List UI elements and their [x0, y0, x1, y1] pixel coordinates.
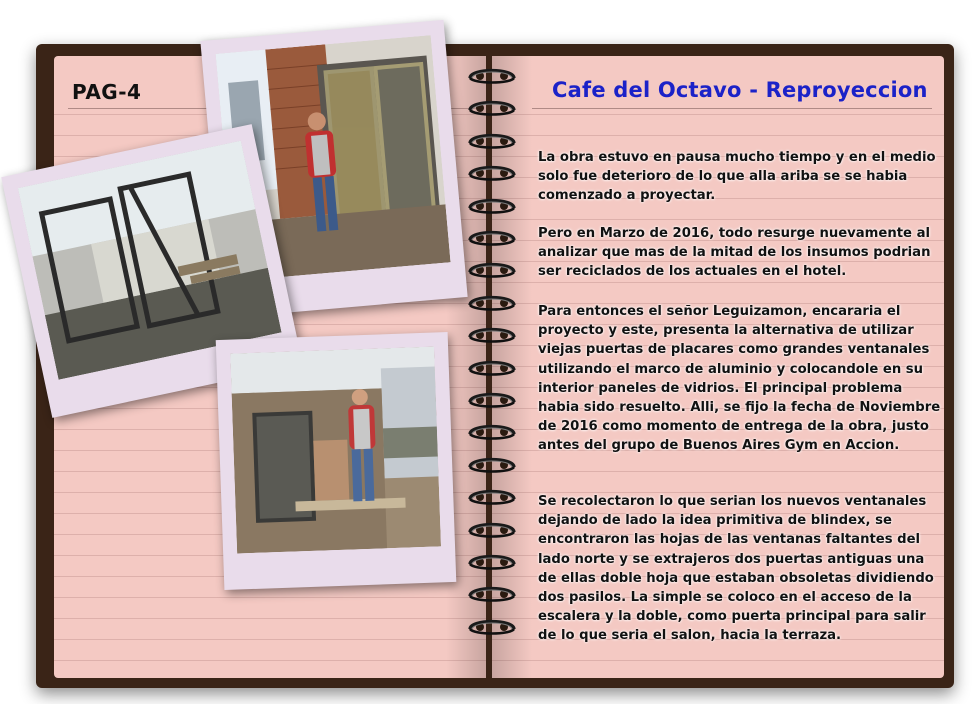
spiral-ring — [466, 422, 518, 442]
spiral-ring — [466, 358, 518, 378]
spiral-ring — [466, 196, 518, 216]
spiral-ring — [466, 617, 518, 637]
spiral-ring — [466, 325, 518, 345]
spiral-ring — [466, 260, 518, 280]
photo-scaffold — [216, 332, 457, 590]
page-number: PAG-4 — [72, 80, 142, 104]
page-title: Cafe del Octavo - Reproyeccion — [552, 78, 928, 102]
spiral-ring — [466, 487, 518, 507]
spiral-binding — [466, 58, 518, 678]
spiral-ring — [466, 228, 518, 248]
spiral-ring — [466, 131, 518, 151]
paragraph-4: Se recolectaron lo que serian los nuevos ventanales dejando de lado la idea primitiva de blindex, se encontraron las hojas de las ventanas faltantes del lado norte y se extrajeros dos puertas antiguas una de ellas doble hoja que estaban obsoletas dividiendo dos pasilos. La simple se coloco en el acceso de la escalera y la doble, como puerta principal para salir de lo que seria el salon, hacia la terraza. — [538, 494, 934, 644]
spiral-ring — [466, 584, 518, 604]
spiral-ring — [466, 98, 518, 118]
right-header-rule — [532, 108, 932, 109]
spiral-ring — [466, 66, 518, 86]
spiral-ring — [466, 520, 518, 540]
spiral-ring — [466, 390, 518, 410]
paragraph-3: Para entonces el señor Leguizamon, encararia el proyecto y este, presenta la alternativa de utilizar viejas puertas de placares como grandes ventanales utilizando el marco de aluminio y colocandole en su interior paneles de vidrios. El principal problema habia sido resuelto. Alli, se fijo la fecha de Noviembre de 2016 como momento de entrega de la obra, justo antes del grupo de Buenos Aires Gym en Accion. — [538, 304, 941, 454]
spiral-ring — [466, 293, 518, 313]
spiral-ring — [466, 455, 518, 475]
spiral-ring — [466, 552, 518, 572]
paragraph-1: La obra estuvo en pausa mucho tiempo y en el medio solo fue deterioro de lo que alla ariba se se habia comenzado a proyectar. — [538, 150, 936, 204]
spiral-ring — [466, 163, 518, 183]
man-working-on-scaffold-photo — [230, 347, 441, 554]
paragraph-2: Pero en Marzo de 2016, todo resurge nuevamente al analizar que mas de la mitad de los insumos podrian ser reciclados de los actuales en el hotel. — [538, 226, 931, 280]
